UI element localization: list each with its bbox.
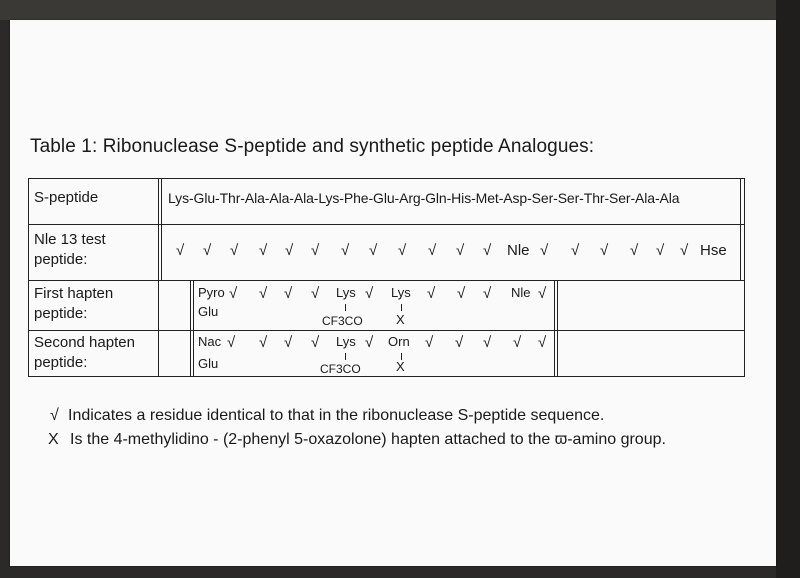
row-divider [28, 280, 745, 281]
first-cf3co: CF3CO [322, 314, 363, 328]
column-divider [161, 178, 162, 280]
check-mark: √ [427, 285, 436, 302]
column-divider [557, 280, 558, 377]
row-label-first-hapten [34, 284, 113, 324]
check-mark: √ [284, 285, 293, 302]
check-mark: √ [259, 334, 268, 351]
first-lys-1: Lys [336, 285, 356, 300]
column-divider [190, 280, 191, 377]
note-x-text: Is the 4-methylidino - (2-phenyl 5-oxazolone) hapten attached to the ϖ-amino group. [70, 431, 666, 448]
row-label-nle13 [34, 230, 106, 270]
note-check-text: Indicates a residue identical to that in the ribonuclease S-peptide sequence. [68, 407, 605, 424]
first-glu: Glu [198, 304, 219, 319]
label-line: First hapten [34, 285, 114, 302]
check-mark: √ [513, 334, 522, 351]
check-mark: √ [656, 242, 665, 259]
check-mark: √ [285, 242, 294, 259]
column-divider [193, 280, 194, 377]
check-mark: √ [230, 242, 239, 259]
check-mark: √ [227, 334, 236, 351]
nle13-nle: Nle [507, 242, 530, 259]
check-mark: √ [311, 242, 320, 259]
check-mark: √ [425, 334, 434, 351]
label-line: Nle 13 test [34, 231, 106, 248]
first-lys-2: Lys [391, 285, 411, 300]
link-bar [345, 353, 346, 360]
check-mark: √ [259, 285, 268, 302]
check-mark: √ [229, 285, 238, 302]
second-cf3co: CF3CO [320, 362, 361, 376]
column-divider [740, 178, 741, 280]
check-mark: √ [311, 334, 320, 351]
table-title: Table 1: Ribonuclease S-peptide and synthetic peptide Analogues: [30, 136, 595, 157]
second-lys: Lys [336, 334, 356, 349]
check-mark: √ [483, 242, 492, 259]
second-nac: Nac [198, 334, 222, 349]
link-bar [345, 304, 346, 311]
row-label-second-hapten [34, 333, 135, 373]
check-mark: √ [428, 242, 437, 259]
link-bar [401, 304, 402, 311]
check-mark: √ [630, 242, 639, 259]
nle13-hse: Hse [700, 242, 727, 259]
check-mark: √ [284, 334, 293, 351]
check-mark: √ [369, 242, 378, 259]
check-mark: √ [365, 285, 374, 302]
check-mark: √ [483, 285, 492, 302]
check-mark: √ [600, 242, 609, 259]
check-mark: √ [203, 242, 212, 259]
label-line: peptide: [34, 354, 88, 371]
first-pyro: Pyro [198, 285, 225, 300]
check-mark: √ [538, 334, 547, 351]
check-mark: √ [483, 334, 492, 351]
check-mark: √ [455, 334, 464, 351]
first-nle: Nle [511, 285, 531, 300]
label-line: Second hapten [34, 334, 135, 351]
first-x: X [396, 312, 405, 327]
check-mark: √ [538, 285, 547, 302]
check-mark: √ [540, 242, 549, 259]
background-right [776, 0, 800, 578]
check-mark: √ [176, 242, 185, 259]
check-mark: √ [341, 242, 350, 259]
check-mark: √ [259, 242, 268, 259]
second-glu: Glu [198, 356, 219, 371]
row-divider [28, 224, 745, 225]
column-divider [554, 280, 555, 377]
note-x-symbol: X [48, 431, 59, 448]
note-check-symbol: √ [50, 407, 59, 424]
check-mark: √ [571, 242, 580, 259]
check-mark: √ [311, 285, 320, 302]
table-frame [28, 178, 745, 377]
check-mark: √ [457, 285, 466, 302]
column-divider [158, 178, 159, 280]
label-line: peptide: [34, 305, 88, 322]
check-mark: √ [398, 242, 407, 259]
check-mark: √ [365, 334, 374, 351]
column-divider [158, 280, 159, 377]
background-top [0, 0, 800, 20]
check-mark: √ [680, 242, 689, 259]
second-orn: Orn [388, 334, 410, 349]
second-x: X [396, 359, 405, 374]
check-mark: √ [456, 242, 465, 259]
s-peptide-sequence: Lys-Glu-Thr-Ala-Ala-Ala-Lys-Phe-Glu-Arg-Gln-His-Met-Asp-Ser-Ser-Thr-Ser-Ala-Ala [168, 190, 680, 206]
row-label-s-peptide: S-peptide [34, 189, 99, 206]
row-divider [28, 330, 745, 331]
label-line: peptide: [34, 251, 88, 268]
